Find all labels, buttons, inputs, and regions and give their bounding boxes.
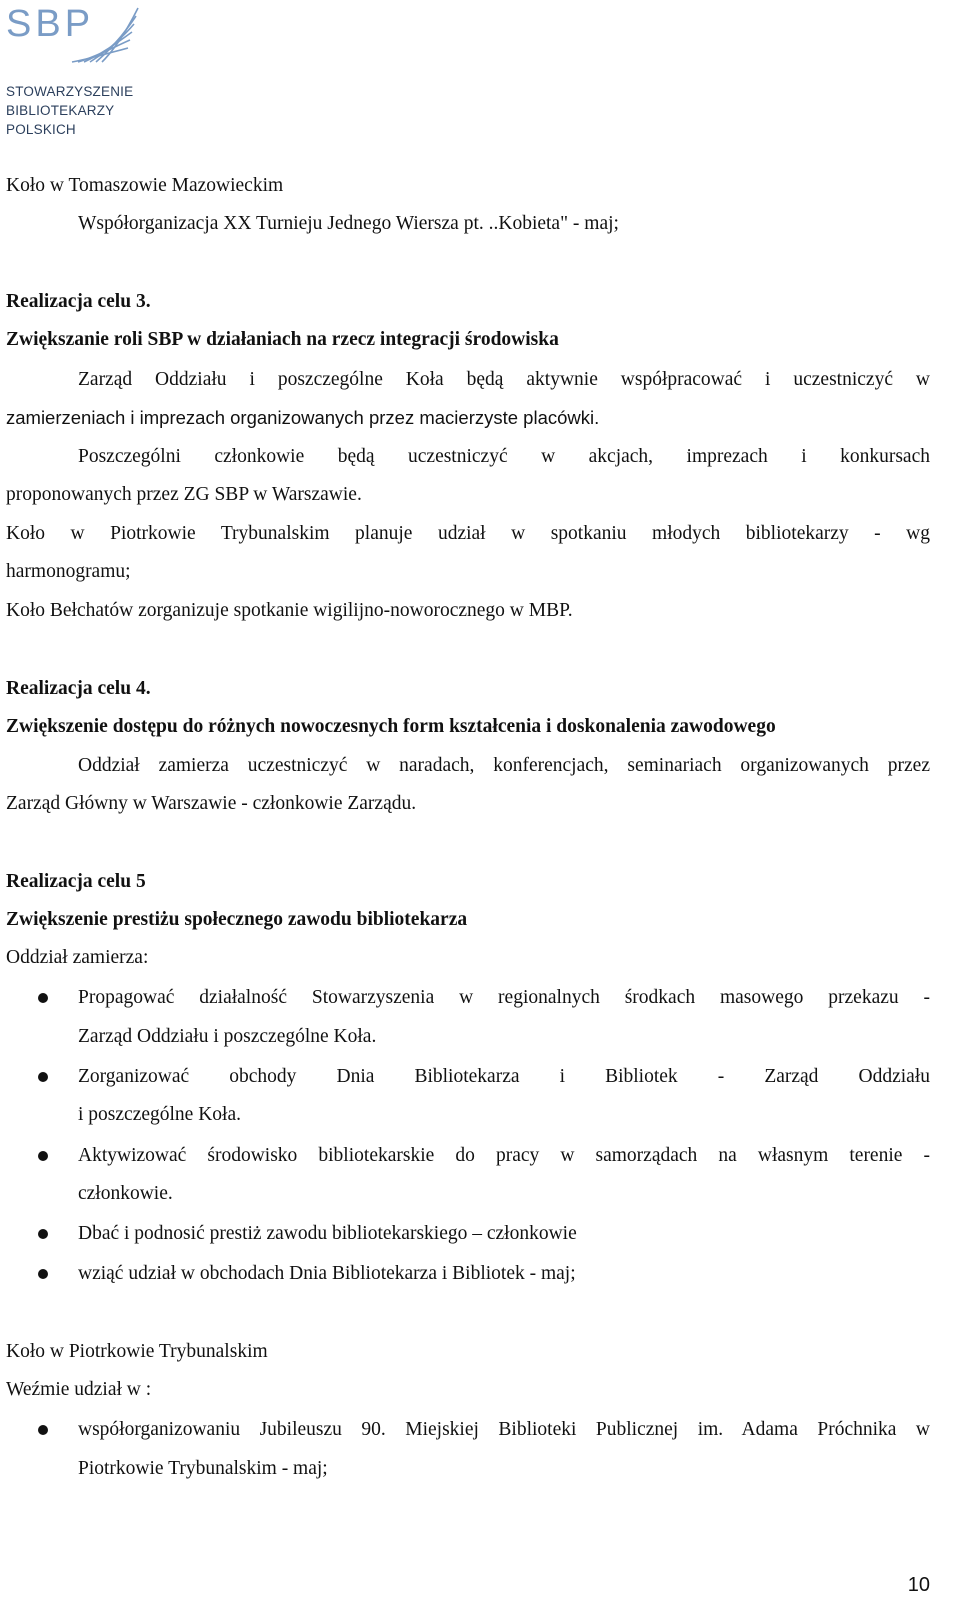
goal5-bullet1-line1: Propagować działalność Stowarzyszenia w regionalnych środkach masowego przekazu - — [78, 987, 930, 1008]
goal4-p1-line1: Oddział zamierza uczestniczyć w naradach, konferencjach, seminariach organizowanych przez — [78, 755, 930, 776]
logo-line-1: STOWARZYSZENIE — [6, 84, 134, 99]
goal5-bullet4: Dbać i podnosić prestiż zawodu bibliotekarskiego – członkowie — [78, 1223, 577, 1244]
bullet-icon — [38, 993, 48, 1003]
goal3-p2-line2: proponowanych przez ZG SBP w Warszawie. — [6, 484, 362, 505]
goal5-bullet5: wziąć udział w obchodach Dnia Bibliotekarza i Bibliotek - maj; — [78, 1263, 576, 1284]
logo-line-2: BIBLIOTEKARZY — [6, 103, 115, 118]
goal3-p3-line2: harmonogramu; — [6, 561, 131, 582]
goal3-p3-line1: Koło w Piotrkowie Trybunalskim planuje udział w spotkaniu młodych bibliotekarzy - wg — [6, 523, 930, 544]
tomaszow-item: Współorganizacja XX Turnieju Jednego Wiersza pt. ..Kobieta" - maj; — [78, 213, 619, 234]
tomaszow-heading: Koło w Tomaszowie Mazowieckim — [6, 175, 284, 196]
piotrkow-heading: Koło w Piotrkowie Trybunalskim — [6, 1341, 268, 1362]
goal4-p1-line2: Zarząd Główny w Warszawie - członkowie Zarządu. — [6, 793, 417, 814]
goal5-subtitle: Zwiększenie prestiżu społecznego zawodu bibliotekarza — [6, 909, 468, 930]
goal5-title: Realizacja celu 5 — [6, 871, 146, 892]
goal3-p1-line2: zamierzeniach i imprezach organizowanych przez macierzyste placówki. — [6, 407, 600, 428]
logo-wordmark: SBP — [6, 3, 95, 45]
goal4-subtitle: Zwiększenie dostępu do różnych nowoczesnych form kształcenia i doskonalenia zawodowego — [6, 716, 776, 737]
goal5-intro: Oddział zamierza: — [6, 947, 149, 968]
goal4-title: Realizacja celu 4. — [6, 678, 151, 699]
bullet-icon — [38, 1269, 48, 1279]
piotrkow-intro: Weźmie udział w : — [6, 1379, 152, 1400]
goal3-title: Realizacja celu 3. — [6, 291, 151, 312]
bullet-icon — [38, 1425, 48, 1435]
page-number: 10 — [907, 1574, 930, 1596]
goal3-p1-line1: Zarząd Oddziału i poszczególne Koła będą aktywnie współpracować i uczestniczyć w — [78, 369, 930, 390]
logo-subtitle — [6, 82, 133, 139]
piotrkow-bullet1-line1: współorganizowaniu Jubileuszu 90. Miejskiej Biblioteki Publicznej im. Adama Próchnika w — [78, 1419, 930, 1440]
piotrkow-bullet1-line2: Piotrkowie Trybunalskim - maj; — [78, 1458, 328, 1479]
goal5-bullet2-line1: Zorganizować obchody Dnia Bibliotekarza i Bibliotek - Zarząd Oddziału — [78, 1066, 930, 1087]
sbp-logo — [6, 2, 146, 136]
goal5-bullet3-line1: Aktywizować środowisko bibliotekarskie do pracy w samorządach na własnym terenie - — [78, 1145, 930, 1166]
goal5-bullet2-line2: i poszczególne Koła. — [78, 1104, 241, 1125]
goal3-p2-line1: Poszczególni członkowie będą uczestniczyć w akcjach, imprezach i konkursach — [78, 446, 930, 467]
goal3-p4: Koło Bełchatów zorganizuje spotkanie wigilijno-noworocznego w MBP. — [6, 600, 573, 621]
logo-line-3: POLSKICH — [6, 122, 76, 137]
goal5-bullet3-line2: członkowie. — [78, 1183, 173, 1204]
bullet-icon — [38, 1229, 48, 1239]
bullet-icon — [38, 1151, 48, 1161]
goal5-bullet1-line2: Zarząd Oddziału i poszczególne Koła. — [78, 1026, 377, 1047]
bullet-icon — [38, 1072, 48, 1082]
goal3-subtitle: Zwiększanie roli SBP w działaniach na rzecz integracji środowiska — [6, 329, 559, 350]
